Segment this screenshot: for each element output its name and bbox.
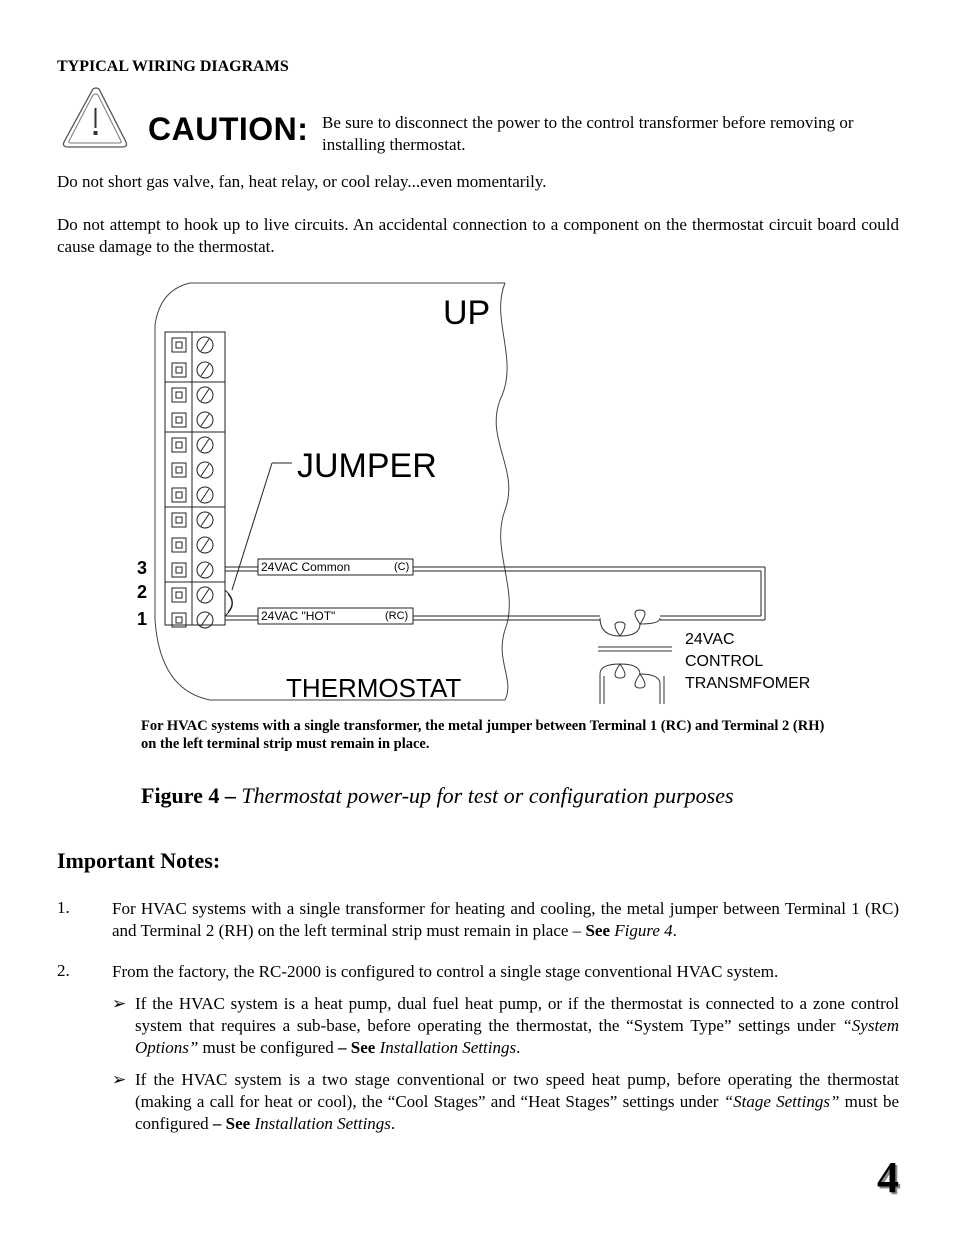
diagram-note: For HVAC systems with a single transformer, the metal jumper between Terminal 1 (RC) and Terminal 2 (RH) on the left terminal strip must remain in place. [141, 718, 825, 752]
terminal-number-3: 3 [137, 558, 148, 578]
figure-caption [141, 783, 734, 809]
warning-triangle-icon [60, 86, 130, 150]
page-number: 4 [877, 1153, 899, 1202]
caution-text: Be sure to disconnect the power to the control transformer before removing or installing thermostat. [322, 113, 854, 154]
transformer-icon [598, 610, 672, 704]
note-1: For HVAC systems with a single transformer for heating and cooling, the metal jumper between Terminal 1 (RC) and Terminal 2 (RH) on the left terminal strip must remain in place – See Figure 4. [112, 899, 899, 940]
up-label: UP [443, 294, 491, 332]
note-2-bullet-1: ➢ If the HVAC system is a heat pump, dual fuel heat pump, or if the thermostat is connected to a zone control system that requires a sub-base, before operating the thermostat, the “System Type” settings under “System Options” must be configured – See Installation Settings. [112, 994, 899, 1057]
wire-hot-code: (RC) [385, 610, 409, 622]
figure-label: Figure 4 – [141, 783, 242, 808]
thermostat-label: THERMOSTAT [286, 673, 462, 703]
note-2-bullet-2: ➢ If the HVAC system is a two stage conventional or two speed heat pump, before operating the thermostat (making a call for heat or cool), the “Cool Stages” and “Heat Stages” settings under “Stage Settings” must be configured – See Installation Settings. [112, 1070, 899, 1133]
wire-common-label: 24VAC Common [261, 560, 351, 574]
note-2: From the factory, the RC-2000 is configured to control a single stage conventional HVAC system. [112, 962, 779, 981]
wiring-diagram [0, 270, 954, 720]
caution-label: CAUTION: [148, 111, 309, 147]
section-heading: TYPICAL WIRING DIAGRAMS [57, 58, 289, 75]
notes-title: Important Notes: [57, 848, 221, 873]
jumper-wire [225, 463, 292, 616]
figure-title: Thermostat power-up for test or configuration purposes [241, 783, 734, 808]
arrow-bullet-icon: ➢ [112, 994, 127, 1013]
wire-common-code: (C) [394, 561, 410, 573]
note-1-number: 1. [57, 898, 70, 917]
paragraph-live-circuits: Do not attempt to hook up to live circuits. An accidental connection to a component on the thermostat circuit board could cause damage to the thermostat. [57, 215, 899, 256]
note-2-number: 2. [57, 961, 70, 980]
thermostat-outline [155, 283, 509, 700]
transformer-label-line1: 24VAC [685, 631, 735, 648]
paragraph-short-warning: Do not short gas valve, fan, heat relay, or cool relay...even momentarily. [57, 172, 547, 191]
wire-hot-label: 24VAC "HOT" [261, 609, 336, 623]
transformer-label-line3: TRANSMFOMER [685, 675, 811, 692]
arrow-bullet-icon: ➢ [112, 1070, 127, 1089]
transformer-label-line2: CONTROL [685, 653, 764, 670]
terminal-number-2: 2 [137, 582, 148, 602]
terminal-strip [165, 332, 225, 628]
jumper-label: JUMPER [297, 447, 437, 485]
terminal-number-1: 1 [137, 609, 148, 629]
